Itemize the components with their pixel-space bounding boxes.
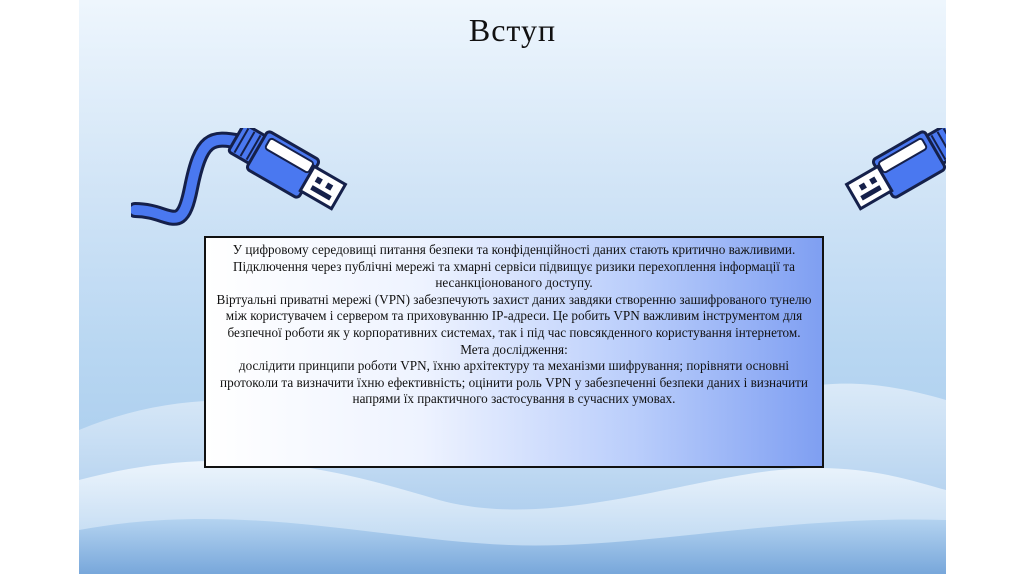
intro-textbox <box>204 236 824 468</box>
research-goal-text: дослідити принципи роботи VPN, їхню архітектуру та механізми шифрування; порівняти основні протоколи та визначити їхню ефективність; оцінити роль VPN у забезпеченні безпеки даних і визначити напрями їх практичного застосування в сучасних умовах. <box>220 358 808 407</box>
usb-cable-right-icon <box>831 128 946 243</box>
intro-paragraph-1: У цифровому середовищі питання безпеки та конфіденційності даних стають критично важливими. Підключення через публічні мережі та хмарні сервіси підвищує ризики перехоплення інформації та несанкціонованого доступу. <box>232 242 796 291</box>
slide-title: Вступ <box>468 12 557 48</box>
intro-paragraph-2: Віртуальні приватні мережі (VPN) забезпечують захист даних завдяки створенню зашифрованого тунелю між користувачем і сервером та приховуванню IP-адреси. Це робить VPN важливим інструментом для безпечної роботи як у корпоративних системах, так і під час повсякденного користування інтернетом. <box>216 291 812 340</box>
research-goal-heading: Мета дослідження: <box>460 341 568 357</box>
usb-cable-left-icon <box>131 128 361 243</box>
